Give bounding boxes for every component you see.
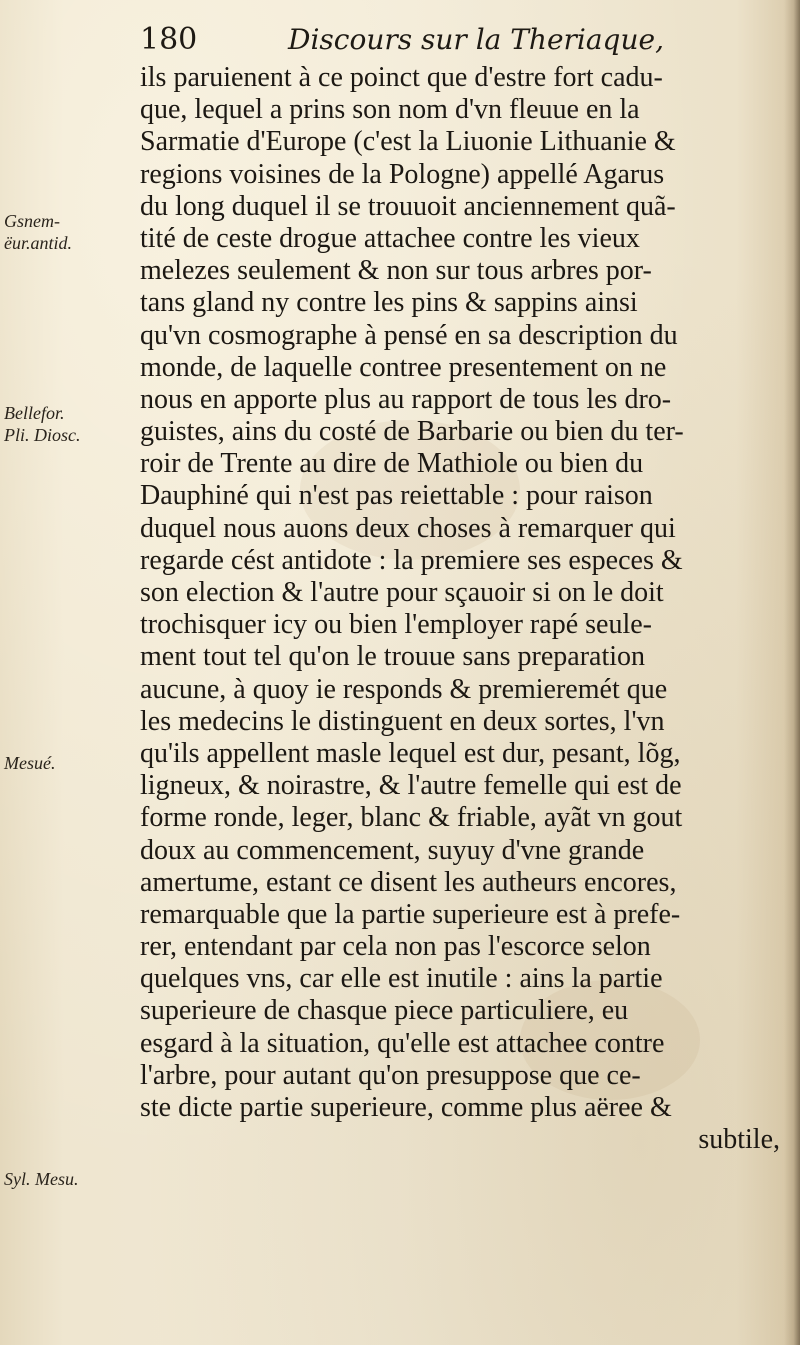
page-header (140, 22, 770, 58)
text-line: tans gland ny contre les pins & sappins ainsi (140, 287, 638, 319)
text-line: que, lequel a prins son nom d'vn fleuue en la (140, 94, 640, 126)
text-line: doux au commencement, suyuy d'vne grande (140, 834, 645, 866)
margin-note-line: Bellefor. (4, 403, 65, 423)
text-line: forme ronde, leger, blanc & friable, ayãt vn gout (140, 802, 683, 834)
text-line: roir de Trente au dire de Mathiole ou bien du (140, 448, 644, 480)
text-line: subtile, (698, 1124, 780, 1156)
text-line: les medecins le distinguent en deux sortes, l'vn (140, 705, 665, 737)
text-line: rer, entendant par cela non pas l'escorce selon (140, 931, 651, 963)
text-line: melezes seulement & non sur tous arbres por- (140, 255, 652, 287)
margin-note (4, 402, 136, 446)
text-line: l'arbre, pour autant qu'on presuppose que ce- (140, 1059, 641, 1091)
text-line: ment tout tel qu'on le trouue sans preparation (140, 641, 646, 673)
margin-note-line: Syl. Mesu. (4, 1169, 79, 1189)
text-line: remarquable que la partie superieure est à prefe- (140, 898, 681, 930)
text-line: ils paruienent à ce poinct que d'estre fort cadu- (140, 62, 663, 93)
margin-note-line: Mesué. (4, 753, 56, 773)
text-line: Sarmatie d'Europe (c'est la Liuonie Lithuanie & (140, 126, 676, 158)
text-line: Dauphiné qui n'est pas reiettable : pour raison (140, 480, 653, 512)
text-line: guistes, ains du costé de Barbarie ou bien du ter- (140, 416, 684, 448)
margin-note (4, 210, 136, 254)
margin-note (4, 752, 136, 774)
margin-note-line: Pli. Diosc. (4, 425, 81, 445)
text-line: regions voisines de la Pologne) appellé Agarus (140, 158, 665, 190)
text-line: tité de ceste drogue attachee contre les vieux (140, 222, 640, 254)
page-number: 180 (140, 22, 198, 57)
text-line: qu'vn cosmographe à pensé en sa description du (140, 319, 678, 351)
text-line: amertume, estant ce disent les autheurs encores, (140, 866, 677, 898)
page-edge-shadow (784, 0, 800, 1345)
text-line: monde, de laquelle contree presentement on ne (140, 351, 667, 383)
text-line: nous en apporte plus au rapport de tous les dro- (140, 383, 672, 415)
text-line: ste dicte partie superieure, comme plus aëree & (140, 1092, 672, 1123)
text-line: trochisquer icy ou bien l'employer rapé seule- (140, 609, 652, 641)
text-line: esgard à la situation, qu'elle est attachee contre (140, 1027, 665, 1059)
margin-note-line: ëur.antid. (4, 233, 73, 253)
text-line: superieure de chasque piece particuliere, eu (140, 995, 629, 1027)
text-line: duquel nous auons deux choses à remarquer qui (140, 512, 676, 544)
running-title: Discours sur la Theriaque, (288, 23, 664, 56)
margin-note-line: Gsnem- (4, 211, 60, 231)
text-line: aucune, à quoy ie responds & premieremét que (140, 673, 668, 705)
text-line: ligneux, & noirastre, & l'autre femelle qui est de (140, 770, 682, 802)
margin-note (4, 1168, 136, 1190)
text-line: son election & l'autre pour sçauoir si on le doit (140, 577, 664, 608)
text-line: qu'ils appellent masle lequel est dur, pesant, lõg, (140, 737, 681, 769)
text-line: quelques vns, car elle est inutile : ains la partie (140, 963, 663, 995)
body-text (140, 62, 780, 1156)
text-line: regarde cést antidote : la premiere ses especes & (140, 544, 683, 576)
text-line: du long duquel il se trouuoit anciennement quã- (140, 190, 676, 222)
